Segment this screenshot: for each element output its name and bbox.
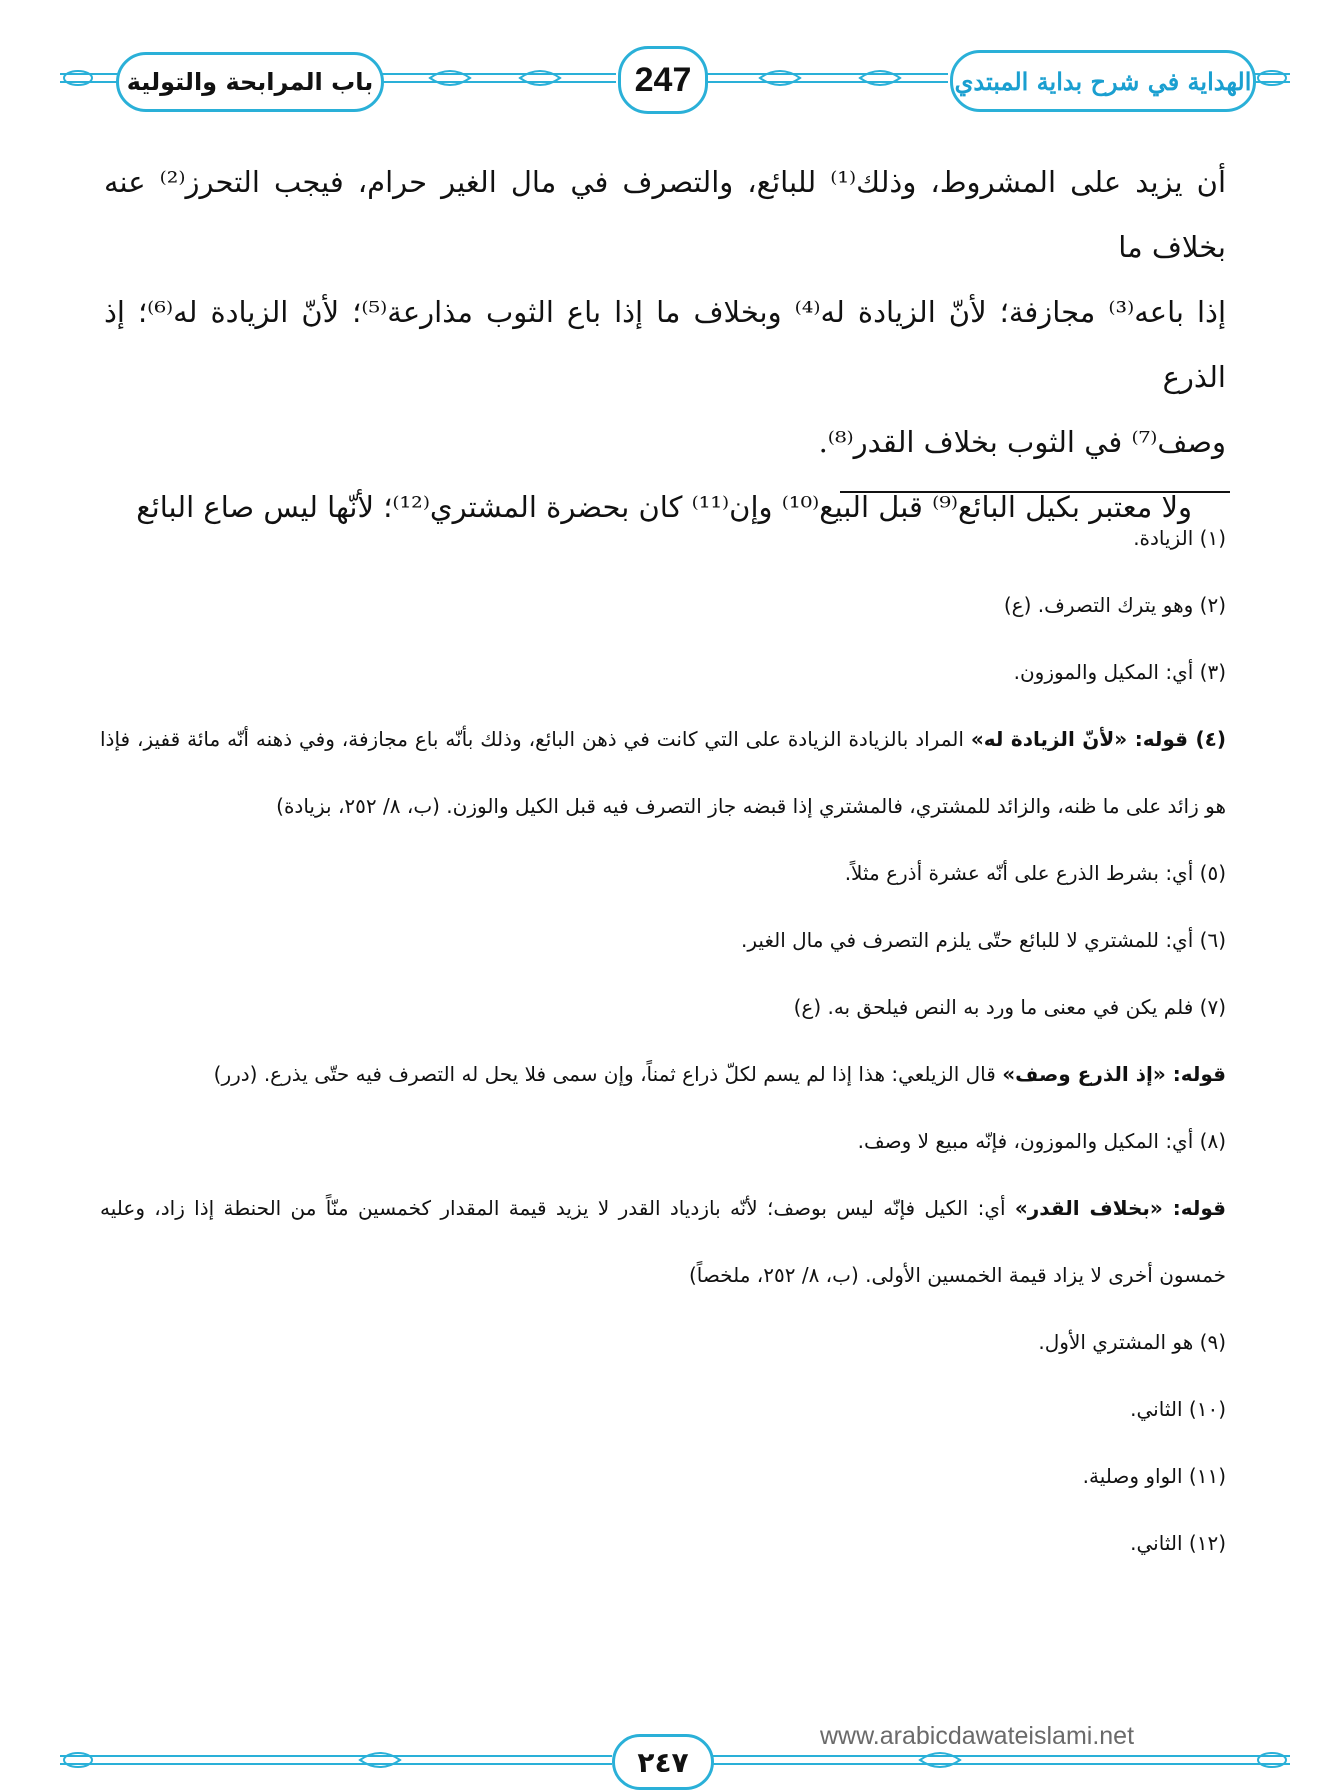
- footnote: (١٠) الثاني.: [1130, 1397, 1226, 1421]
- footnote-label: (٤) قوله: «لأنّ الزيادة له»: [970, 727, 1226, 751]
- footnote-label: قوله: «بخلاف القدر»: [1014, 1196, 1226, 1220]
- book-title: الهداية في شرح بداية المبتدي: [950, 50, 1256, 112]
- footer-page-number: ٢٤٧: [612, 1734, 714, 1790]
- footnote: (١١) الواو وصلية.: [1082, 1464, 1226, 1488]
- footnote: (١) الزيادة.: [1133, 526, 1226, 550]
- footnote: (٩) هو المشتري الأول.: [1038, 1330, 1226, 1354]
- footnote: (٦) أي: للمشتري لا للبائع حتّى يلزم التصرف في مال الغير.: [741, 928, 1226, 952]
- main-text: [104, 150, 1226, 540]
- body-line: وصف⁽⁷⁾ في الثوب بخلاف القدر⁽⁸⁾.: [818, 425, 1226, 459]
- footnote: (٧) فلم يكن في معنى ما ورد به النص فيلحق به. (ع): [793, 995, 1226, 1019]
- footnote: (١٢) الثاني.: [1130, 1531, 1226, 1555]
- footnote-text: قال الزيلعي: هذا إذا لم يسم لكلّ ذراع ثمناً، وإن سمى فلا يحل له التصرف فيه حتّى يذرع. (درر): [213, 1062, 1003, 1086]
- footnote: (٢) وهو يترك التصرف. (ع): [1003, 593, 1226, 617]
- footnote: (٨) أي: المكيل والموزون، فإنّه مبيع لا وصف.: [857, 1129, 1226, 1153]
- footnote-text: أي: الكيل فإنّه ليس بوصف؛ لأنّه بازدياد القدر لا يزيد قيمة المقدار كخمسين منّاً من الحنطة إذا زاد، وعليه خمسون أخرى لا يزاد قيمة الخمسين الأولى. (ب، ٨/ ٢٥٢، ملخصاً): [100, 1196, 1226, 1287]
- footnote: [100, 706, 1226, 840]
- footnote: (٣) أي: المكيل والموزون.: [1013, 660, 1226, 684]
- chapter-title: باب المرابحة والتولية: [116, 52, 384, 112]
- body-line: ولا معتبر بكيل البائع⁽⁹⁾ قبل البيع⁽¹⁰⁾ وإن⁽¹¹⁾ كان بحضرة المشتري⁽¹²⁾؛ لأنّها ليس صاع البائع: [136, 490, 1192, 524]
- footnote: (٥) أي: بشرط الذرع على أنّه عشرة أذرع مثلاً.: [844, 861, 1226, 885]
- footnote: [100, 1175, 1226, 1309]
- body-line: إذا باعه⁽³⁾ مجازفة؛ لأنّ الزيادة له⁽⁴⁾ وبخلاف ما إذا باع الثوب مذارعة⁽⁵⁾؛ لأنّ الزيادة له⁽⁶⁾؛ إذ الذرع: [104, 295, 1227, 394]
- footnote-separator: [840, 491, 1230, 493]
- footnotes: [100, 505, 1226, 1577]
- website-watermark: www.arabicdawateislami.net: [820, 1722, 1135, 1750]
- page-number: 247: [618, 46, 708, 114]
- footnote-text: المراد بالزيادة الزيادة على التي كانت في ذهن البائع، وذلك بأنّه باع مجازفة، وفي ذهنه أنّه مائة قفيز، فإذا هو زائد على ما ظنه، والزائد للمشتري، فالمشتري إذا قبضه جاز التصرف فيه قبل الكيل والوزن. (ب، ٨/ ٢٥٢، بزيادة): [100, 727, 1226, 818]
- body-line: أن يزيد على المشروط، وذلك⁽¹⁾ للبائع، والتصرف في مال الغير حرام، فيجب التحرز⁽²⁾ عنه بخلاف ما: [104, 165, 1227, 264]
- footnote: [100, 1041, 1226, 1108]
- footnote-label: قوله: «إذ الذرع وصف»: [1002, 1062, 1226, 1086]
